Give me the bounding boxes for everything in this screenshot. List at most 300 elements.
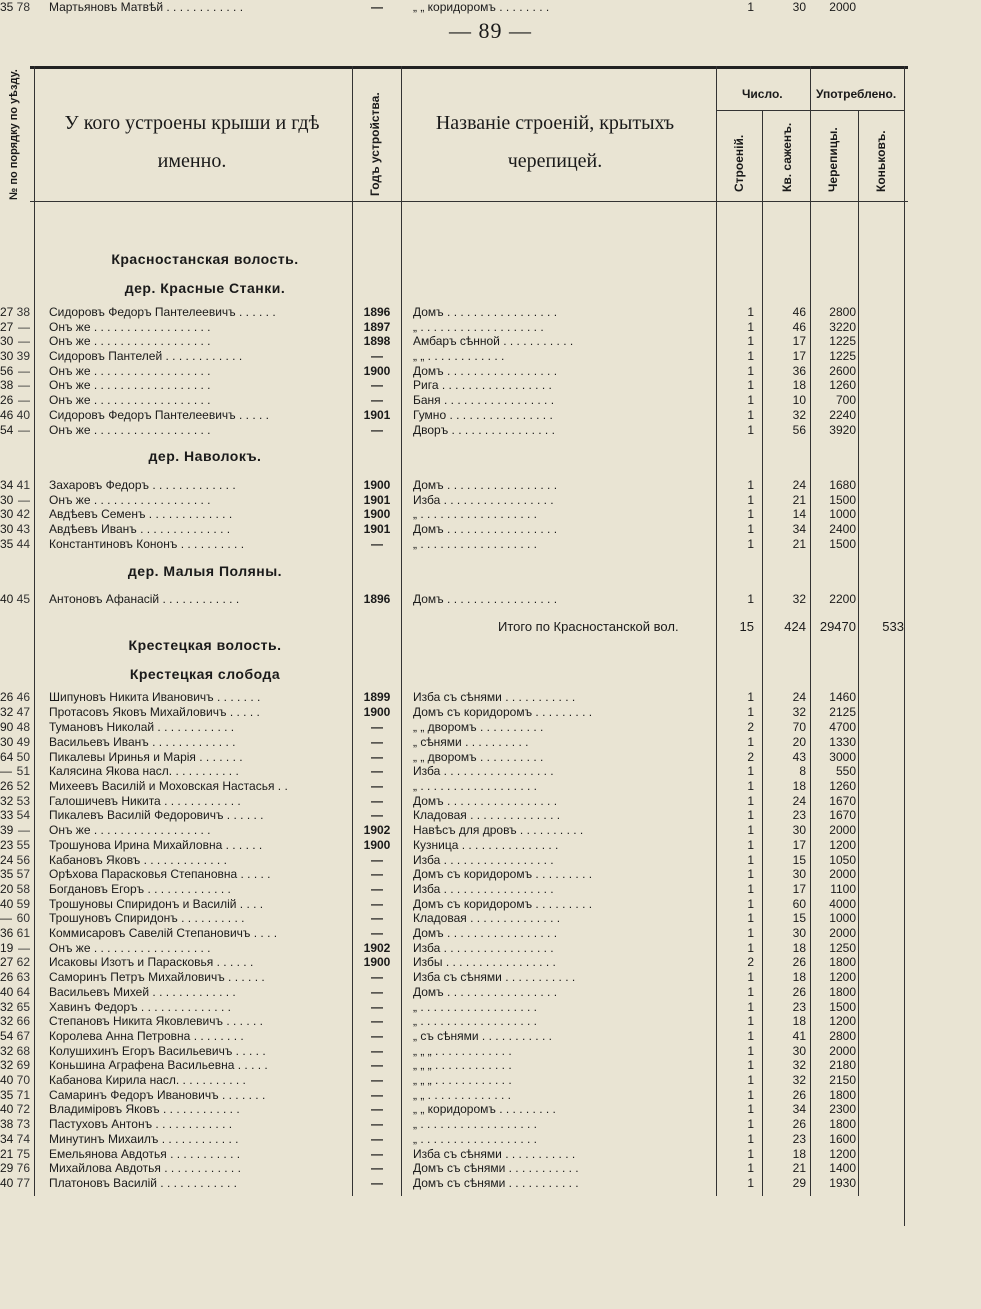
table-row (0, 867, 981, 882)
row-number: 44 (16, 537, 30, 551)
year-built: 1900 (363, 507, 391, 521)
order-column-header: № по порядку по уѣзду. (8, 69, 20, 200)
table-row (0, 926, 981, 941)
year-built: 1896 (363, 305, 391, 319)
table-row (0, 970, 981, 985)
row-number: — (18, 378, 30, 392)
ridges-used: — (0, 911, 12, 925)
row-number: — (18, 823, 30, 837)
tiles-used: 2300 (829, 1102, 856, 1116)
area-sazhen: 32 (792, 705, 806, 719)
row-number: 62 (16, 955, 30, 969)
tiles-used: 3220 (829, 320, 856, 334)
tiles-used: 2000 (829, 0, 856, 14)
owner-name: Пикалевы Иринья и Марія . . . . . . . (49, 750, 243, 764)
row-number: 63 (16, 970, 30, 984)
year-column-header: Годъ устройства. (368, 92, 382, 196)
ridges-used: 56 (0, 364, 14, 378)
area-sazhen: 32 (792, 1073, 806, 1087)
row-number: 69 (16, 1058, 30, 1072)
building-name: Избы . . . . . . . . . . . . . . . . . (413, 955, 556, 969)
year-built: — (371, 735, 383, 749)
tiles-used: 2400 (829, 522, 856, 536)
building-name: Домъ . . . . . . . . . . . . . . . . . (413, 926, 558, 940)
ridges-used: 32 (0, 705, 14, 719)
table-row (0, 750, 981, 765)
row-number: 77 (16, 1176, 30, 1190)
table-row (0, 507, 981, 522)
area-sazhen: 18 (792, 970, 806, 984)
ridges-used: 39 (0, 823, 14, 837)
area-sazhen: 23 (792, 808, 806, 822)
year-built: — (371, 720, 383, 734)
year-built: — (371, 1132, 383, 1146)
year-built: — (371, 1147, 383, 1161)
ridges-used: 30 (0, 349, 14, 363)
building-name: Гумно . . . . . . . . . . . . . . . . (413, 408, 553, 422)
ridges-used: 23 (0, 838, 14, 852)
ridges-used: 30 (0, 522, 14, 536)
area-sazhen: 30 (792, 0, 806, 14)
owner-name: Королева Анна Петровна . . . . . . . . (49, 1029, 244, 1043)
year-built: 1900 (363, 364, 391, 378)
row-number: 75 (16, 1147, 30, 1161)
area-sazhen: 18 (792, 779, 806, 793)
year-built: — (371, 1000, 383, 1014)
building-name: Изба . . . . . . . . . . . . . . . . . (413, 941, 554, 955)
row-number: — (18, 320, 30, 334)
row-number: 39 (16, 349, 30, 363)
header-top-rule (30, 66, 908, 69)
row-number: — (18, 364, 30, 378)
building-name: Изба съ сѣнями . . . . . . . . . . . (413, 690, 576, 704)
owner-name: Онъ же . . . . . . . . . . . . . . . . . . (49, 378, 211, 392)
building-name: „ „ „ . . . . . . . . . . . . (413, 1058, 512, 1072)
row-number: 58 (16, 882, 30, 896)
buildings-count: 1 (747, 897, 754, 911)
buildings-count: 1 (747, 423, 754, 437)
tiles-used: 2150 (829, 1073, 856, 1087)
area-sazhen: 18 (792, 378, 806, 392)
table-row (0, 985, 981, 1000)
ridges-used: 32 (0, 1058, 14, 1072)
year-built: 1899 (363, 690, 391, 704)
owner-name: Пастуховъ Антонъ . . . . . . . . . . . . (49, 1117, 233, 1131)
owner-name: Авдѣевъ Иванъ . . . . . . . . . . . . . . (49, 522, 231, 536)
tiles-used: 1050 (829, 853, 856, 867)
ridges-used: 26 (0, 779, 14, 793)
owner-name: Сидоровъ Федоръ Пантелеевичъ . . . . . (49, 408, 270, 422)
ridges-used: 30 (0, 334, 14, 348)
volost-heading: Красностанская волость. (111, 251, 299, 267)
owner-name: Галошичевъ Никита . . . . . . . . . . . . (49, 794, 241, 808)
owner-name: Минутинъ Михаилъ . . . . . . . . . . . . (49, 1132, 239, 1146)
building-name: „ . . . . . . . . . . . . . . . . . . (413, 507, 538, 521)
owner-name: Онъ же . . . . . . . . . . . . . . . . . . (49, 941, 211, 955)
buildings-count: 1 (747, 592, 754, 606)
building-column-header: Названіе строеній, крытыхъ черепицей. (435, 112, 675, 172)
row-number: — (18, 393, 30, 407)
table-row (0, 1161, 981, 1176)
row-number: 61 (16, 926, 30, 940)
row-number: 54 (16, 808, 30, 822)
year-built: — (371, 0, 383, 14)
building-name: „ „ коридоромъ . . . . . . . . (413, 0, 550, 14)
ridges-used: 40 (0, 897, 14, 911)
buildings-count: 1 (747, 911, 754, 925)
page-number: — 89 — (449, 18, 532, 43)
row-number: 55 (16, 838, 30, 852)
building-name: „ . . . . . . . . . . . . . . . . . . (413, 1014, 538, 1028)
table-row (0, 838, 981, 853)
owner-name: Константиновъ Кононъ . . . . . . . . . . (49, 537, 245, 551)
tiles-used: 4000 (829, 897, 856, 911)
building-name: Домъ съ коридоромъ . . . . . . . . . (413, 867, 593, 881)
buildings-count: 1 (747, 408, 754, 422)
buildings-count: 2 (747, 750, 754, 764)
tiles-used: 2000 (829, 867, 856, 881)
area-sazhen: 20 (792, 735, 806, 749)
building-name: Кузница . . . . . . . . . . . . . . . (413, 838, 559, 852)
building-name: „ „ дворомъ . . . . . . . . . . (413, 720, 544, 734)
row-number: 49 (16, 735, 30, 749)
buildings-count: 1 (747, 1088, 754, 1102)
table-row (0, 0, 981, 15)
buildings-count: 1 (747, 926, 754, 940)
year-built: — (371, 750, 383, 764)
area-sazhen: 10 (792, 393, 806, 407)
tiles-used: 2000 (829, 926, 856, 940)
buildings-count: 1 (747, 1058, 754, 1072)
village-heading: дер. Малыя Поляны. (127, 563, 283, 579)
ridges-used: 40 (0, 985, 14, 999)
year-built: — (371, 393, 383, 407)
table-row (0, 1088, 981, 1103)
owner-name: Онъ же . . . . . . . . . . . . . . . . . . (49, 364, 211, 378)
area-sazhen: 15 (792, 853, 806, 867)
table-row (0, 911, 981, 926)
year-built: 1897 (363, 320, 391, 334)
building-name: Домъ съ коридоромъ . . . . . . . . . (413, 897, 593, 911)
ridges-used: 32 (0, 1044, 14, 1058)
buildings-count: 1 (747, 941, 754, 955)
area-sazhen: 70 (792, 720, 806, 734)
year-built: — (371, 537, 383, 551)
area-sazhen: 26 (792, 1117, 806, 1131)
table-row (0, 493, 981, 508)
tiles-used: 1800 (829, 955, 856, 969)
building-name: Домъ . . . . . . . . . . . . . . . . . (413, 478, 558, 492)
year-built: — (371, 1014, 383, 1028)
area-sazhen: 41 (792, 1029, 806, 1043)
owner-name: Кабанова Кирила насл. . . . . . . . . . . (49, 1073, 246, 1087)
owner-name: Трошуновъ Спиридонъ . . . . . . . . . . (49, 911, 245, 925)
area-sazhen: 17 (792, 334, 806, 348)
area-sazhen: 36 (792, 364, 806, 378)
row-number: 68 (16, 1044, 30, 1058)
area-sazhen: 24 (792, 690, 806, 704)
table-row (0, 1117, 981, 1132)
building-name: Изба съ сѣнями . . . . . . . . . . . (413, 1147, 576, 1161)
tiles-used: 2200 (829, 592, 856, 606)
ridges-used: 35 (0, 537, 14, 551)
total-area: 424 (784, 619, 806, 634)
row-number: 40 (16, 408, 30, 422)
tiles-used: 1200 (829, 1147, 856, 1161)
table-row (0, 853, 981, 868)
row-number: 74 (16, 1132, 30, 1146)
owner-name: Онъ же . . . . . . . . . . . . . . . . . . (49, 334, 211, 348)
ridges-used: 29 (0, 1161, 14, 1175)
ridges-used: 54 (0, 423, 14, 437)
table-row (0, 423, 981, 438)
building-name: Домъ . . . . . . . . . . . . . . . . . (413, 794, 558, 808)
ridges-used: 34 (0, 1132, 14, 1146)
year-built: — (371, 779, 383, 793)
owner-name: Онъ же . . . . . . . . . . . . . . . . . . (49, 393, 211, 407)
owner-name: Онъ же . . . . . . . . . . . . . . . . . . (49, 423, 211, 437)
year-built: — (371, 1073, 383, 1087)
year-built: 1902 (363, 823, 391, 837)
building-name: „ „ . . . . . . . . . . . . . (413, 1088, 512, 1102)
village-heading: дер. Наволокъ. (148, 448, 262, 464)
ridges-used: 64 (0, 750, 14, 764)
owner-name: Мартьяновъ Матвѣй . . . . . . . . . . . . (49, 0, 244, 14)
year-built: — (371, 1176, 383, 1190)
owner-name: Захаровъ Федоръ . . . . . . . . . . . . . (49, 478, 236, 492)
row-number: 45 (16, 592, 30, 606)
owner-name: Протасовъ Яковъ Михайловичъ . . . . . (49, 705, 260, 719)
tiles-used: 1330 (829, 735, 856, 749)
village-heading: Крестецкая слобода (129, 666, 281, 682)
buildings-count: 1 (747, 1044, 754, 1058)
table-row (0, 794, 981, 809)
area-sazhen: 17 (792, 838, 806, 852)
buildings-count: 1 (747, 537, 754, 551)
table-row (0, 1044, 981, 1059)
building-name: „ „ . . . . . . . . . . . . (413, 349, 505, 363)
owner-name: Емельянова Авдотья . . . . . . . . . . . (49, 1147, 241, 1161)
table-row (0, 735, 981, 750)
buildings-count: 1 (747, 1117, 754, 1131)
area-sazhen: 21 (792, 537, 806, 551)
area-sazhen: 46 (792, 320, 806, 334)
building-name: Изба . . . . . . . . . . . . . . . . . (413, 882, 554, 896)
year-built: — (371, 378, 383, 392)
table-row (0, 897, 981, 912)
row-number: 46 (16, 690, 30, 704)
tiles-used: 2800 (829, 1029, 856, 1043)
table-row (0, 1176, 981, 1191)
buildings-count: 1 (747, 1029, 754, 1043)
owner-name: Сидоровъ Пантелей . . . . . . . . . . . . (49, 349, 243, 363)
buildings-count: 2 (747, 720, 754, 734)
buildings-count: 2 (747, 955, 754, 969)
table-row (0, 1132, 981, 1147)
row-number: 64 (16, 985, 30, 999)
year-built: 1900 (363, 705, 391, 719)
area-sazhen: 18 (792, 1147, 806, 1161)
owner-name: Степановъ Никита Яковлевичъ . . . . . . (49, 1014, 264, 1028)
tiles-column-header: Черепицы. (826, 127, 840, 192)
owner-name: Михеевъ Василій и Моховская Настасья . . (49, 779, 288, 793)
buildings-count: 1 (747, 690, 754, 704)
ridges-used: 26 (0, 970, 14, 984)
tiles-used: 1460 (829, 690, 856, 704)
building-name: „ „ дворомъ . . . . . . . . . . (413, 750, 544, 764)
building-name: Кладовая . . . . . . . . . . . . . . (413, 808, 561, 822)
year-built: — (371, 1088, 383, 1102)
year-built: — (371, 808, 383, 822)
table-row (0, 779, 981, 794)
buildings-count: 1 (747, 305, 754, 319)
owner-name: Авдѣевъ Семенъ . . . . . . . . . . . . . (49, 507, 233, 521)
building-name: Кладовая . . . . . . . . . . . . . . (413, 911, 561, 925)
row-number: 66 (16, 1014, 30, 1028)
building-name: Домъ . . . . . . . . . . . . . . . . . (413, 522, 558, 536)
tiles-used: 1800 (829, 1088, 856, 1102)
owner-name: Платоновъ Василій . . . . . . . . . . . . (49, 1176, 237, 1190)
table-row (0, 808, 981, 823)
area-sazhen: 23 (792, 1000, 806, 1014)
tiles-used: 1930 (829, 1176, 856, 1190)
owner-name: Коммисаровъ Савелій Степановичъ . . . . (49, 926, 278, 940)
row-number: 71 (16, 1088, 30, 1102)
building-name: Изба . . . . . . . . . . . . . . . . . (413, 764, 554, 778)
area-sazhen: 30 (792, 926, 806, 940)
table-row (0, 537, 981, 552)
year-built: 1900 (363, 955, 391, 969)
area-sazhen: 26 (792, 985, 806, 999)
owner-name: Онъ же . . . . . . . . . . . . . . . . . . (49, 493, 211, 507)
total-row (0, 619, 981, 635)
ridges-used: 24 (0, 853, 14, 867)
building-name: Рига . . . . . . . . . . . . . . . . . (413, 378, 552, 392)
owner-name: Антоновъ Афанасій . . . . . . . . . . . . (49, 592, 240, 606)
building-name: Домъ . . . . . . . . . . . . . . . . . (413, 592, 558, 606)
year-built: — (371, 1102, 383, 1116)
row-number: 47 (16, 705, 30, 719)
table-row (0, 764, 981, 779)
buildings-count: 1 (747, 334, 754, 348)
year-built: — (371, 1117, 383, 1131)
owner-name: Кабановъ Яковъ . . . . . . . . . . . . . (49, 853, 227, 867)
used-group-header: Употреблено. (816, 87, 897, 101)
owner-name: Трошунова Ирина Михайловна . . . . . . (49, 838, 263, 852)
owner-name: Исаковы Изотъ и Парасковья . . . . . . (49, 955, 254, 969)
ridges-used: 32 (0, 794, 14, 808)
ridges-used: 38 (0, 1117, 14, 1131)
ridges-used: 40 (0, 1073, 14, 1087)
buildings-count: 1 (747, 364, 754, 378)
tiles-used: 1600 (829, 1132, 856, 1146)
table-row (0, 478, 981, 493)
ridges-used: 40 (0, 1102, 14, 1116)
buildings-count: 1 (747, 320, 754, 334)
tiles-used: 1260 (829, 779, 856, 793)
tiles-used: 1200 (829, 838, 856, 852)
building-name: Домъ съ сѣнями . . . . . . . . . . . (413, 1176, 579, 1190)
area-sazhen: 24 (792, 794, 806, 808)
ridges-column-header: Коньковъ. (874, 130, 888, 192)
table-row (0, 1102, 981, 1117)
table-row (0, 522, 981, 537)
tiles-used: 1100 (830, 882, 856, 896)
owner-name: Трошуновы Спиридонъ и Василій . . . . (49, 897, 264, 911)
total-tiles: 29470 (819, 619, 856, 634)
tiles-used: 1670 (829, 794, 856, 808)
buildings-count: 1 (747, 378, 754, 392)
village-heading: дер. Красные Станки. (124, 280, 286, 296)
table-row (0, 349, 981, 364)
buildings-count: 1 (747, 985, 754, 999)
owner-name: Коньшина Аграфена Васильевна . . . . . (49, 1058, 268, 1072)
ridges-used: 30 (0, 507, 14, 521)
building-name: Навѣсъ для дровъ . . . . . . . . . . (413, 823, 584, 837)
row-number: 42 (16, 507, 30, 521)
owner-name: Шипуновъ Никита Ивановичъ . . . . . . . (49, 690, 261, 704)
area-sazhen: 18 (792, 941, 806, 955)
row-number: 60 (16, 911, 30, 925)
header-bottom-rule (30, 201, 908, 202)
tiles-used: 2000 (829, 823, 856, 837)
area-sazhen: 26 (792, 955, 806, 969)
buildings-count: 1 (747, 779, 754, 793)
ridges-used: 27 (0, 320, 14, 334)
ridges-used: 27 (0, 955, 14, 969)
row-number: 53 (16, 794, 30, 808)
buildings-count: 1 (747, 882, 754, 896)
tiles-used: 1200 (829, 970, 856, 984)
area-sazhen: 26 (792, 1088, 806, 1102)
ridges-used: 38 (0, 378, 14, 392)
building-name: „ „ коридоромъ . . . . . . . . . (413, 1102, 556, 1116)
count-group-header: Число. (742, 87, 783, 101)
row-number: 48 (16, 720, 30, 734)
tiles-used: 1250 (829, 941, 856, 955)
buildings-count: 1 (747, 867, 754, 881)
buildings-count: 1 (747, 349, 754, 363)
buildings-count: 1 (747, 1014, 754, 1028)
ridges-used: 32 (0, 1000, 14, 1014)
building-name: Домъ . . . . . . . . . . . . . . . . . (413, 364, 558, 378)
year-built: 1898 (363, 334, 391, 348)
owner-name: Сидоровъ Федоръ Пантелеевичъ . . . . . . (49, 305, 276, 319)
building-name: „ . . . . . . . . . . . . . . . . . . (413, 1132, 538, 1146)
total-buildings: 15 (739, 619, 754, 634)
row-number: — (18, 423, 30, 437)
buildings-count: 1 (747, 823, 754, 837)
area-sazhen: 21 (792, 493, 806, 507)
row-number: 78 (16, 0, 30, 14)
tiles-used: 2180 (829, 1058, 856, 1072)
area-sazhen: 43 (792, 750, 806, 764)
year-built: — (371, 1058, 383, 1072)
area-sazhen: 18 (792, 1014, 806, 1028)
year-built: — (371, 1044, 383, 1058)
buildings-count: 1 (747, 970, 754, 984)
row-number: 51 (16, 764, 30, 778)
table-row (0, 1000, 981, 1015)
row-number: 43 (16, 522, 30, 536)
area-sazhen: 34 (792, 1102, 806, 1116)
table-row (0, 690, 981, 705)
buildings-count: 1 (747, 764, 754, 778)
tiles-used: 1800 (829, 985, 856, 999)
area-sazhen: 17 (792, 349, 806, 363)
buildings-column-header: Строеній. (732, 134, 746, 192)
owner-name: Михайлова Авдотья . . . . . . . . . . . . (49, 1161, 241, 1175)
